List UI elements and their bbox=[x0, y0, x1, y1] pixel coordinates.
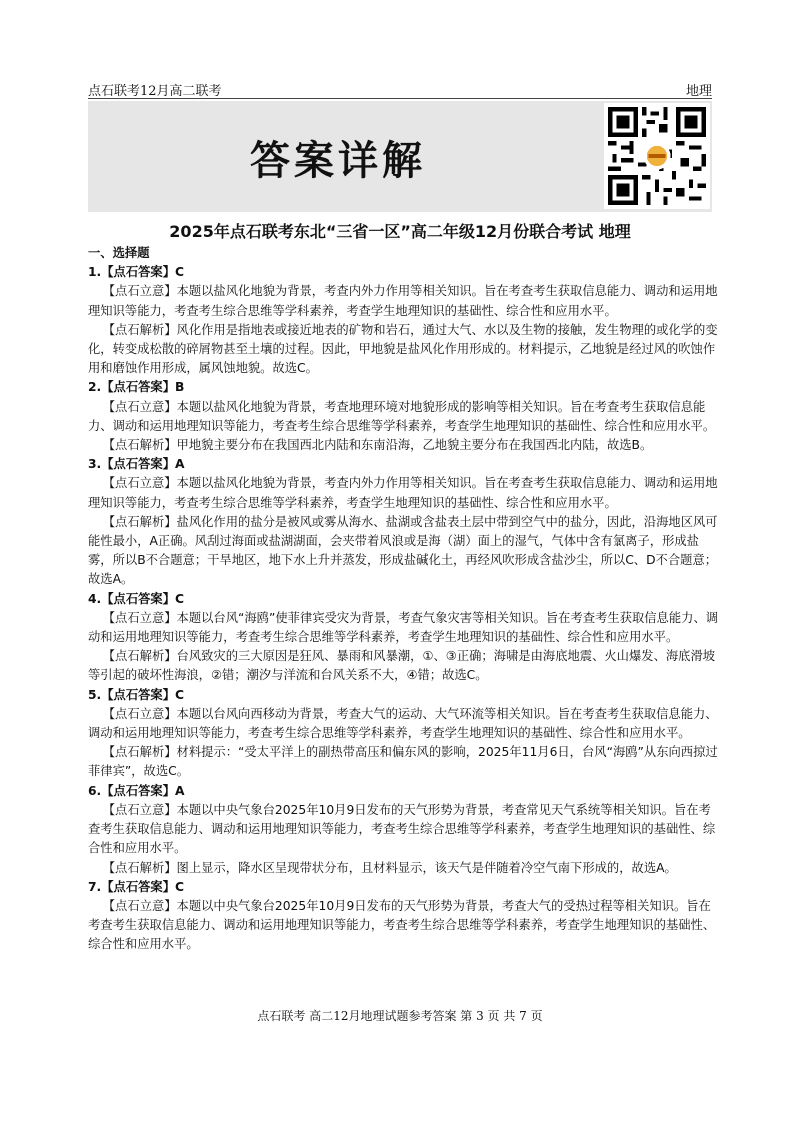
question-analysis: 【点石解析】材料提示：“受太平洋上的副热带高压和偏东风的影响，2025年11月6日，台风“海鸥”从东向西掠过菲律宾”，故选C。 bbox=[88, 745, 718, 779]
question-intent: 【点石立意】本题以台风“海鸥”使菲律宾受灾为背景，考查气象灾害等相关知识。旨在考查考生获取信息能力、调动和运用地理知识等能力，考查考生综合思维等学科素养，考查学生地理知识的基础性、综合性和应用水平。 bbox=[88, 610, 719, 645]
question-answer: 7.【点石答案】C bbox=[88, 879, 185, 894]
question-analysis: 【点石解析】风化作用是指地表或接近地表的矿物和岩石，通过大气、水以及生物的接触，发生物理的或化学的变化，转变成松散的碎屑物甚至土壤的过程。因此，甲地貌是盐风化作用形成的。材料提示，乙地貌是经过风的吹蚀作用和磨蚀作用形成，属风蚀地貌。故选C。 bbox=[88, 322, 718, 376]
question-answer: 4.【点石答案】C bbox=[88, 591, 185, 606]
question-intent: 【点石立意】本题以中央气象台2025年10月9日发布的天气形势为背景，考查常见天气系统等相关知识。旨在考查考生获取信息能力、调动和运用地理知识等能力，考查考生综合思维等学科素养，考查学生地理知识的基础性、综合性和应用水平。 bbox=[88, 802, 716, 856]
question-answer: 1.【点石答案】C bbox=[88, 265, 185, 280]
qr-code-icon bbox=[604, 103, 710, 209]
question-analysis: 【点石解析】盐风化作用的盐分是被风或雾从海水、盐湖或含盐表土层中带到空气中的盐分，因此，沿海地区风可能性最小，A正确。风刮过海面或盐湖湖面，会夹带着风浪或是海（湖）面上的湿气，气体中含有氯离子，形成盐雾，所以B不合题意；干旱地区，地下水上升并蒸发，形成盐碱化土，再经风吹形成含盐沙尘，所以C、D不合题意；故选A。 bbox=[88, 514, 718, 587]
question-intent: 【点石立意】本题以盐风化地貌为背景，考查内外力作用等相关知识。旨在考查考生获取信息能力、调动和运用地理知识等能力，考查考生综合思维等学科素养，考查学生地理知识的基础性、综合性和应用水平。 bbox=[88, 476, 718, 510]
question-answer: 5.【点石答案】C bbox=[88, 687, 185, 702]
section-label: 一、选择题 bbox=[88, 246, 150, 260]
question-analysis: 【点石解析】甲地貌主要分布在我国西北内陆和东南沿海，乙地貌主要分布在我国西北内陆，故选B。 bbox=[102, 438, 653, 453]
page-footer: 点石联考 高二12月地理试题参考答案 第 3 页 共 7 页 bbox=[257, 1009, 543, 1023]
question-intent: 【点石立意】本题以中央气象台2025年10月9日发布的天气形势为背景，考查大气的受热过程等相关知识。旨在考查考生获取信息能力、调动和运用地理知识等能力，考查考生综合思维等学科素养，考查学生地理知识的基础性、综合性和应用水平。 bbox=[88, 898, 716, 952]
page-header bbox=[88, 78, 712, 99]
question-answer: 6.【点石答案】A bbox=[88, 783, 185, 798]
header-subject: 地理 bbox=[685, 84, 712, 99]
header-exam-name: 点石联考12月高二联考 bbox=[88, 84, 222, 99]
banner-title: 答案详解 bbox=[250, 138, 426, 184]
title-banner bbox=[88, 101, 712, 212]
question-analysis: 【点石解析】图上显示，降水区呈现带状分布，且材料显示，该天气是伴随着冷空气南下形成的，故选A。 bbox=[102, 860, 677, 875]
question-answer: 2.【点石答案】B bbox=[88, 380, 185, 395]
question-analysis: 【点石解析】台风致灾的三大原因是狂风、暴雨和风暴潮，①、③正确；海啸是由海底地震、火山爆发、海底滑坡等引起的破坏性海浪，②错；潮汐与洋流和台风关系不大，④错；故选C。 bbox=[88, 649, 716, 683]
question-intent: 【点石立意】本题以盐风化地貌为背景，考查内外力作用等相关知识。旨在考查考生获取信息能力、调动和运用地理知识等能力，考查考生综合思维等学科素养，考查学生地理知识的基础性、综合性和应用水平。 bbox=[88, 284, 718, 318]
question-answer: 3.【点石答案】A bbox=[88, 457, 185, 472]
question-intent: 【点石立意】本题以盐风化地貌为背景，考查地理环境对地貌形成的影响等相关知识。旨在考查考生获取信息能力、调动和运用地理知识等能力，考查考生综合思维等学科素养，考查学生地理知识的基础性、综合性和应用水平。 bbox=[88, 399, 716, 433]
answer-content bbox=[88, 244, 722, 955]
question-intent: 【点石立意】本题以台风向西移动为背景，考查大气的运动、大气环流等相关知识。旨在考查考生获取信息能力、调动和运用地理知识等能力，考查考生综合思维等学科素养，考查学生地理知识的基础性、综合性和应用水平。 bbox=[88, 706, 718, 741]
document-title: 2025年点石联考东北“三省一区”高二年级12月份联合考试 地理 bbox=[169, 222, 631, 241]
